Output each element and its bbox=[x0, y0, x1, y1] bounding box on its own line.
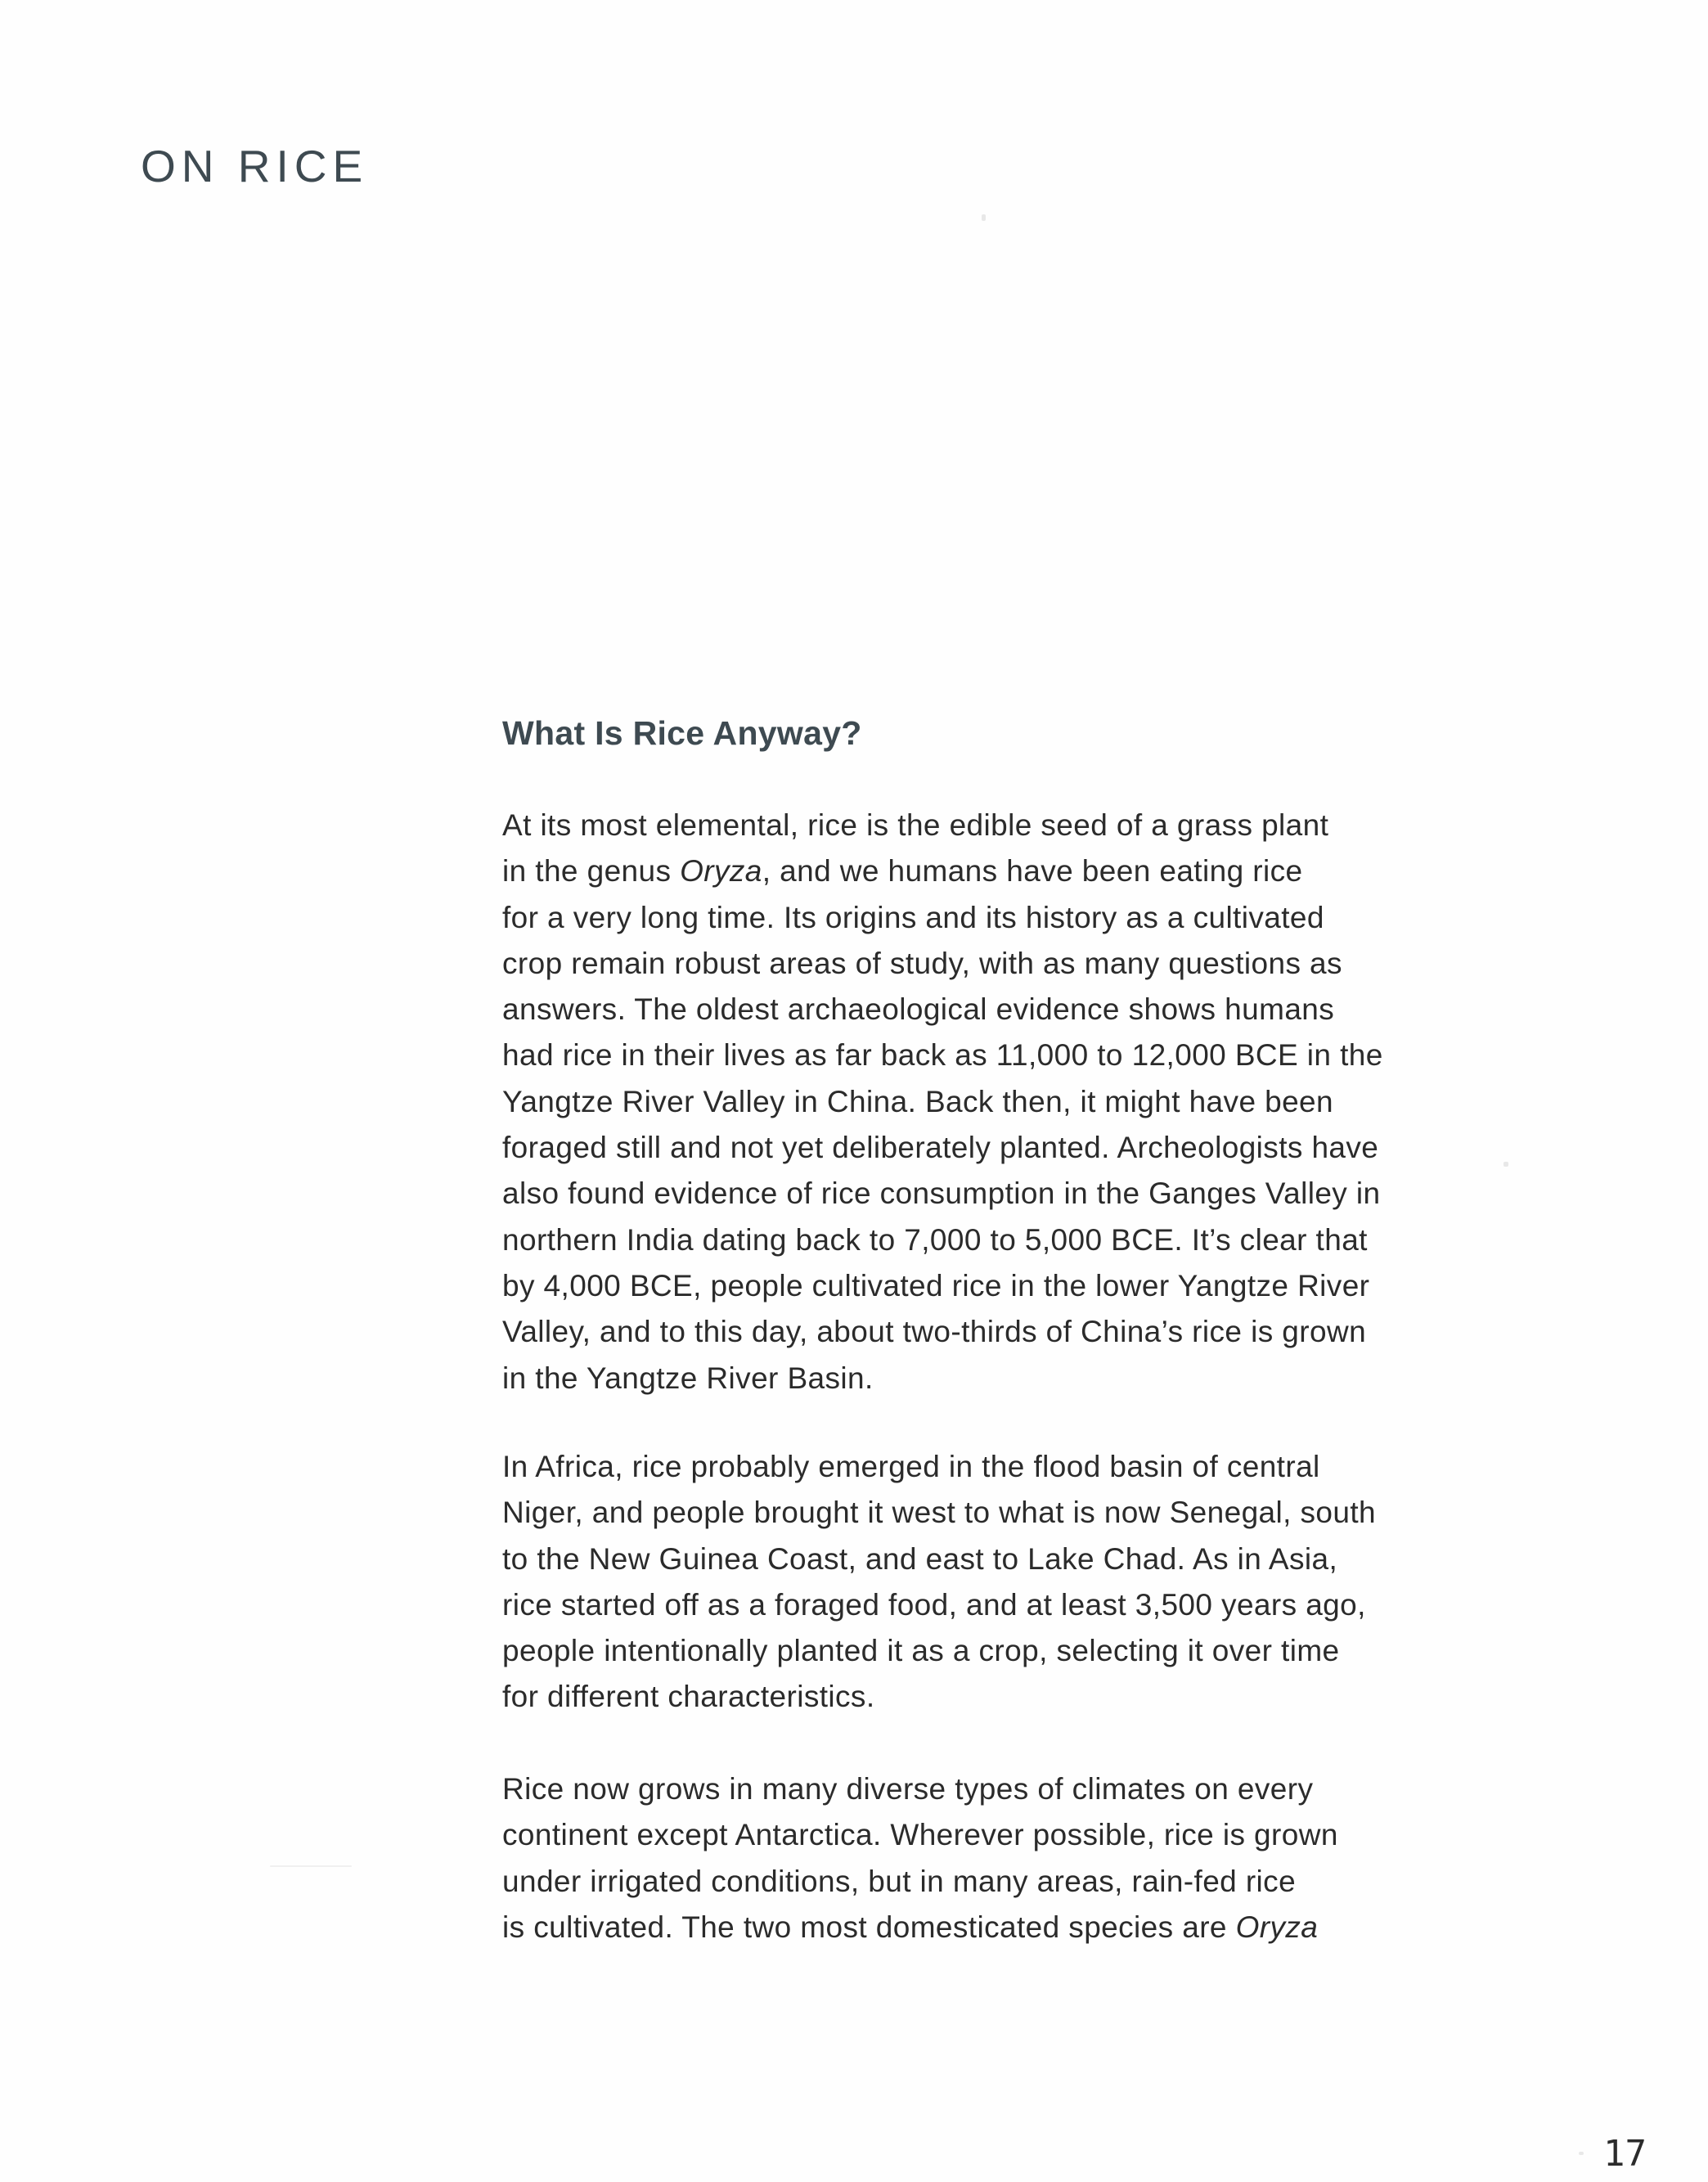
paragraph bbox=[502, 1766, 1338, 1950]
text-line: for different characteristics. bbox=[502, 1680, 875, 1714]
text-line: for a very long time. Its origins and its history as a cultivated bbox=[502, 900, 1324, 934]
paragraph bbox=[502, 803, 1383, 1401]
text-line: continent except Antarctica. Wherever possible, rice is grown bbox=[502, 1818, 1338, 1852]
text-line: people intentionally planted it as a crop, selecting it over time bbox=[502, 1634, 1340, 1668]
text-line: Yangtze River Valley in China. Back then, it might have been bbox=[502, 1084, 1334, 1118]
text-line: answers. The oldest archaeological evidence shows humans bbox=[502, 992, 1335, 1027]
genus-name-italic: Oryza bbox=[680, 854, 762, 889]
text-line: to the New Guinea Coast, and east to Lake Chad. As in Asia, bbox=[502, 1541, 1338, 1576]
text-line: Niger, and people brought it west to what is now Senegal, south bbox=[502, 1496, 1377, 1530]
text-line: Rice now grows in many diverse types of climates on every bbox=[502, 1772, 1314, 1806]
text-line: under irrigated conditions, but in many areas, rain-fed rice bbox=[502, 1864, 1297, 1898]
text-line: At its most elemental, rice is the edible seed of a grass plant bbox=[502, 808, 1329, 842]
section-heading: What Is Rice Anyway? bbox=[502, 714, 862, 752]
text-line: also found evidence of rice consumption in the Ganges Valley in bbox=[502, 1176, 1381, 1211]
page-number: 17 bbox=[1603, 2133, 1647, 2175]
text-run: is cultivated. The two most domesticated species are bbox=[502, 1910, 1236, 1944]
text-line: had rice in their lives as far back as 11,000 to 12,000 BCE in the bbox=[502, 1038, 1383, 1073]
scan-speck bbox=[1579, 2152, 1584, 2155]
text-line: foraged still and not yet deliberately planted. Archeologists have bbox=[502, 1131, 1379, 1165]
text-line: Valley, and to this day, about two-thirds of China’s rice is grown bbox=[502, 1315, 1367, 1349]
running-head: ON RICE bbox=[141, 141, 369, 191]
text-line: crop remain robust areas of study, with as many questions as bbox=[502, 946, 1342, 980]
text-line bbox=[502, 1905, 1338, 1950]
text-run: in the genus bbox=[502, 854, 681, 889]
text-line: by 4,000 BCE, people cultivated rice in the lower Yangtze River bbox=[502, 1268, 1370, 1302]
text-line bbox=[502, 848, 1383, 894]
text-line: rice started off as a foraged food, and at least 3,500 years ago, bbox=[502, 1587, 1366, 1622]
text-run: , and we humans have been eating rice bbox=[762, 854, 1303, 889]
genus-name-italic: Oryza bbox=[1235, 1910, 1319, 1944]
text-line: northern India dating back to 7,000 to 5,000 BCE. It’s clear that bbox=[502, 1222, 1368, 1257]
text-line: in the Yangtze River Basin. bbox=[502, 1361, 874, 1395]
scan-speck bbox=[982, 214, 986, 221]
scan-speck bbox=[270, 1865, 352, 1867]
text-line: In Africa, rice probably emerged in the flood basin of central bbox=[502, 1450, 1320, 1483]
paragraph bbox=[502, 1444, 1376, 1721]
scan-speck bbox=[1503, 1162, 1508, 1167]
